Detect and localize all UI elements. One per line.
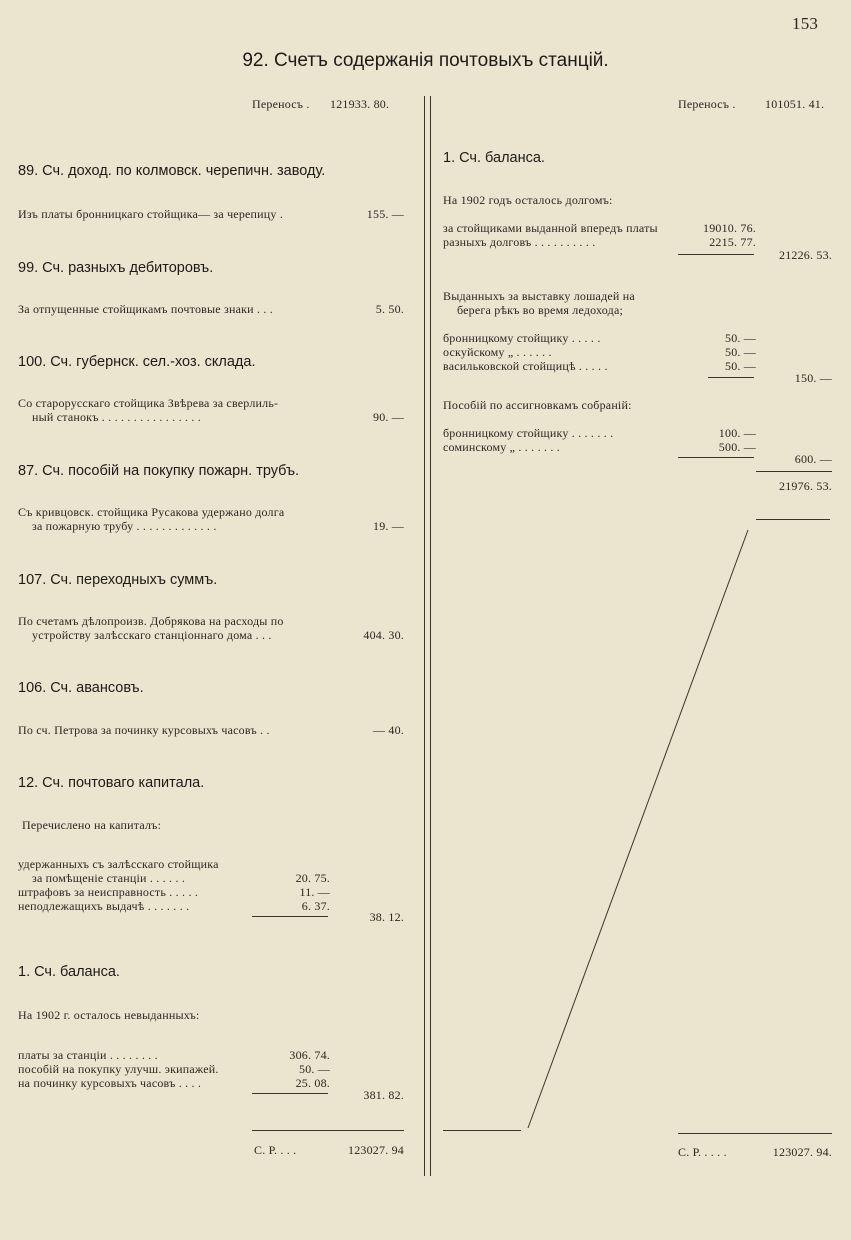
entry-text: бронницкому стойщику . . . . . . . <box>443 426 614 440</box>
entry-amount: 150. — <box>794 371 832 385</box>
entry-amount: 381. 82. <box>363 1088 404 1102</box>
entry-text: Выданныхъ за выставку лошадей на <box>443 289 635 303</box>
entry-text: устройству залѣсскаго станціоннаго дома . . . <box>32 628 272 642</box>
entry-amount: 404. 30. <box>363 628 404 642</box>
entry-subamount: 500. — <box>718 440 756 454</box>
page-title: 92. Счетъ содержанія почтовыхъ станцій. <box>242 50 609 71</box>
column-total-rule <box>443 1130 521 1131</box>
right-sum-value: 123027. 94. <box>772 1145 832 1159</box>
section-heading: 1. Сч. баланса. <box>443 150 545 166</box>
entry-text: за стойщиками выданной впередъ платы <box>443 221 658 235</box>
entry-subamount: 6. 37. <box>301 899 330 913</box>
entry-text: штрафовъ за неисправность . . . . . <box>18 885 199 899</box>
entry-subamount: 100. — <box>718 426 756 440</box>
left-carry-label: Переносъ . <box>252 97 310 111</box>
entry-text: за помѣщеніе станціи . . . . . . <box>32 871 186 885</box>
entry-text: соминскому „ . . . . . . . <box>443 440 560 454</box>
entry-text: За отпущенные стойщикамъ почтовые знаки . . . <box>18 302 273 316</box>
left-sum-label: С. Р. . . . <box>254 1143 297 1157</box>
entry-text: пособій на покупку улучш. экипажей. <box>18 1062 219 1076</box>
entry-text: Съ кривцовск. стойщика Русакова удержано долга <box>18 505 285 519</box>
right-carry-value: 101051. 41. <box>765 97 825 111</box>
entry-amount: 19. — <box>373 519 404 533</box>
entry-text: удержанныхъ съ залѣсскаго стойщика <box>18 857 219 871</box>
section-heading: 106. Сч. авансовъ. <box>18 680 144 696</box>
entry-subamount: 20. 75. <box>295 871 330 885</box>
entry-amount: 21976. 53. <box>779 479 832 493</box>
entry-subamount: 306. 74. <box>289 1048 330 1062</box>
entry-text: По счетамъ дѣлопроизв. Добрякова на расходы по <box>18 614 284 628</box>
entry-text: ный станокъ . . . . . . . . . . . . . . . . <box>32 410 202 424</box>
entry-subamount: 50. — <box>725 359 756 373</box>
entry-text: платы за станціи . . . . . . . . <box>18 1048 158 1062</box>
entry-subamount: 11. — <box>299 885 330 899</box>
entry-text: на починку курсовыхъ часовъ . . . . <box>18 1076 202 1090</box>
entry-subamount: 25. 08. <box>295 1076 330 1090</box>
entry-subamount: 2215. 77. <box>709 235 756 249</box>
section-heading: 99. Сч. разныхъ дебиторовъ. <box>18 260 214 276</box>
entry-text: Пособій по ассигновкамъ собраній: <box>443 398 632 412</box>
entry-amount: — 40. <box>373 723 404 737</box>
entry-text: берега рѣкъ во время ледохода; <box>457 303 624 317</box>
entry-text: неподлежащихъ выдачѣ . . . . . . . <box>18 899 190 913</box>
entry-text: разныхъ долговъ . . . . . . . . . . <box>443 235 596 249</box>
entry-text: Со старорусскаго стойщика Звѣрева за сверлиль- <box>18 396 279 410</box>
section-heading: 12. Сч. почтоваго капитала. <box>18 775 205 791</box>
entry-text: бронницкому стойщику . . . . . <box>443 331 601 345</box>
section-heading: 87. Сч. пособій на покупку пожарн. трубъ. <box>18 463 300 479</box>
entry-text: Перечислено на капиталъ: <box>22 818 162 832</box>
entry-subamount: 50. — <box>725 345 756 359</box>
section-heading: 1. Сч. баланса. <box>18 964 120 980</box>
left-carry-value: 121933. 80. <box>330 97 390 111</box>
right-sum-label: С. Р. . . . . <box>678 1145 727 1159</box>
entry-text: Изъ платы бронницкаго стойщика— за черепицу . <box>18 207 284 221</box>
entry-subamount: 50. — <box>725 331 756 345</box>
entry-subamount: 19010. 76. <box>703 221 756 235</box>
entry-amount: 600. — <box>794 452 832 466</box>
entry-text: за пожарную трубу . . . . . . . . . . . . . <box>32 519 217 533</box>
right-carry-label: Переносъ . <box>678 97 736 111</box>
section-heading: 107. Сч. переходныхъ суммъ. <box>18 572 218 588</box>
section-heading: 100. Сч. губернск. сел.-хоз. склада. <box>18 354 256 370</box>
entry-amount: 38. 12. <box>369 910 404 924</box>
column-total-rule <box>678 1133 832 1134</box>
entry-amount: 155. — <box>366 207 404 221</box>
entry-text: васильковской стойщицѣ . . . . . <box>443 359 608 373</box>
entry-amount: 90. — <box>373 410 404 424</box>
entry-text: По сч. Петрова за починку курсовыхъ часовъ . . <box>18 723 270 737</box>
page-number: 153 <box>792 14 819 33</box>
entry-amount: 21226. 53. <box>779 248 832 262</box>
entry-amount: 5. 50. <box>375 302 404 316</box>
entry-text: На 1902 годъ осталось долгомъ: <box>443 193 613 207</box>
entry-subamount: 50. — <box>299 1062 330 1076</box>
entry-text: На 1902 г. осталось невыданныхъ: <box>18 1008 200 1022</box>
entry-text: оскуйскому „ . . . . . . <box>443 345 552 359</box>
section-heading: 89. Сч. доход. по колмовск. черепичн. заводу. <box>18 163 326 179</box>
left-sum-value: 123027. 94 <box>348 1143 404 1157</box>
